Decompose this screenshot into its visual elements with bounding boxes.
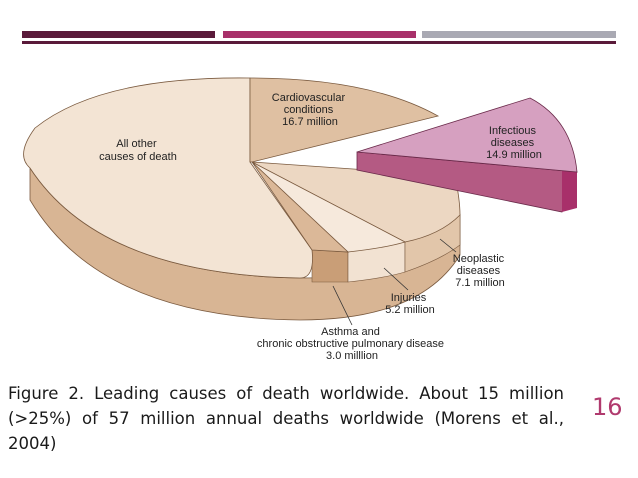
figure-caption: Figure 2. Leading causes of death worldwide. About 15 million (>25%) of 57 million annual deaths worldwide (Morens et al., 2004) xyxy=(8,384,564,453)
label-cardiovascular: Cardiovascular conditions 16.7 million xyxy=(271,92,346,128)
slice-infectious-outer xyxy=(562,170,577,212)
label-neoplastic: Neoplastic diseases 7.1 million xyxy=(452,253,505,289)
slice-asthma-side xyxy=(312,250,348,282)
page-number: 16 xyxy=(592,393,623,421)
label-injuries: Injuries 5.2 million xyxy=(385,292,435,316)
label-all-other: All other causes of death xyxy=(99,138,177,163)
label-infectious: Infectious diseases 14.9 million xyxy=(486,125,542,161)
label-asthma: Asthma and chronic obstructive pulmonary disease 3.0 milllion xyxy=(256,326,445,362)
